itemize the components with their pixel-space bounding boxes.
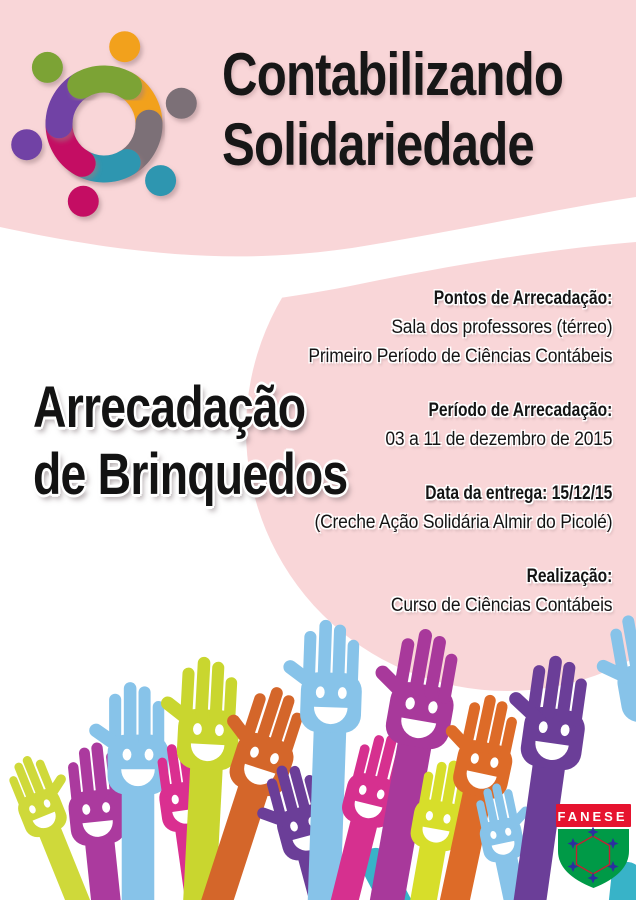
info-line: 03 a 11 de dezembro de 2015 xyxy=(385,429,612,450)
headline-line-1: Arrecadação xyxy=(33,375,306,440)
title-line-2: Solidariedade xyxy=(222,111,534,178)
info-line: Primeiro Período de Ciências Contábeis xyxy=(308,346,612,367)
info-line: Sala dos professores (térreo) xyxy=(390,317,612,338)
info-label: Período de Arrecadação: xyxy=(428,400,612,421)
people-circle-logo-icon xyxy=(8,22,208,227)
title-line-1: Contabilizando xyxy=(222,41,564,108)
raised-hands-illustration xyxy=(0,560,636,900)
poster-title xyxy=(222,40,636,180)
info-label: Realização: xyxy=(526,566,612,587)
fanese-logo xyxy=(548,798,636,896)
info-label: Data da entrega: 15/12/15 xyxy=(424,483,612,504)
info-group-delivery-date xyxy=(282,479,612,537)
info-line: (Creche Ação Solidária Almir do Picolé) xyxy=(314,512,612,533)
info-label: Pontos de Arrecadação: xyxy=(433,288,612,309)
info-group-collection-points xyxy=(282,284,612,371)
info-group-collection-period xyxy=(282,396,612,454)
headline-line-2: de Brinquedos xyxy=(33,442,348,507)
fanese-name: FANESE xyxy=(557,809,628,824)
info-line: Curso de Ciências Contábeis xyxy=(390,595,612,616)
